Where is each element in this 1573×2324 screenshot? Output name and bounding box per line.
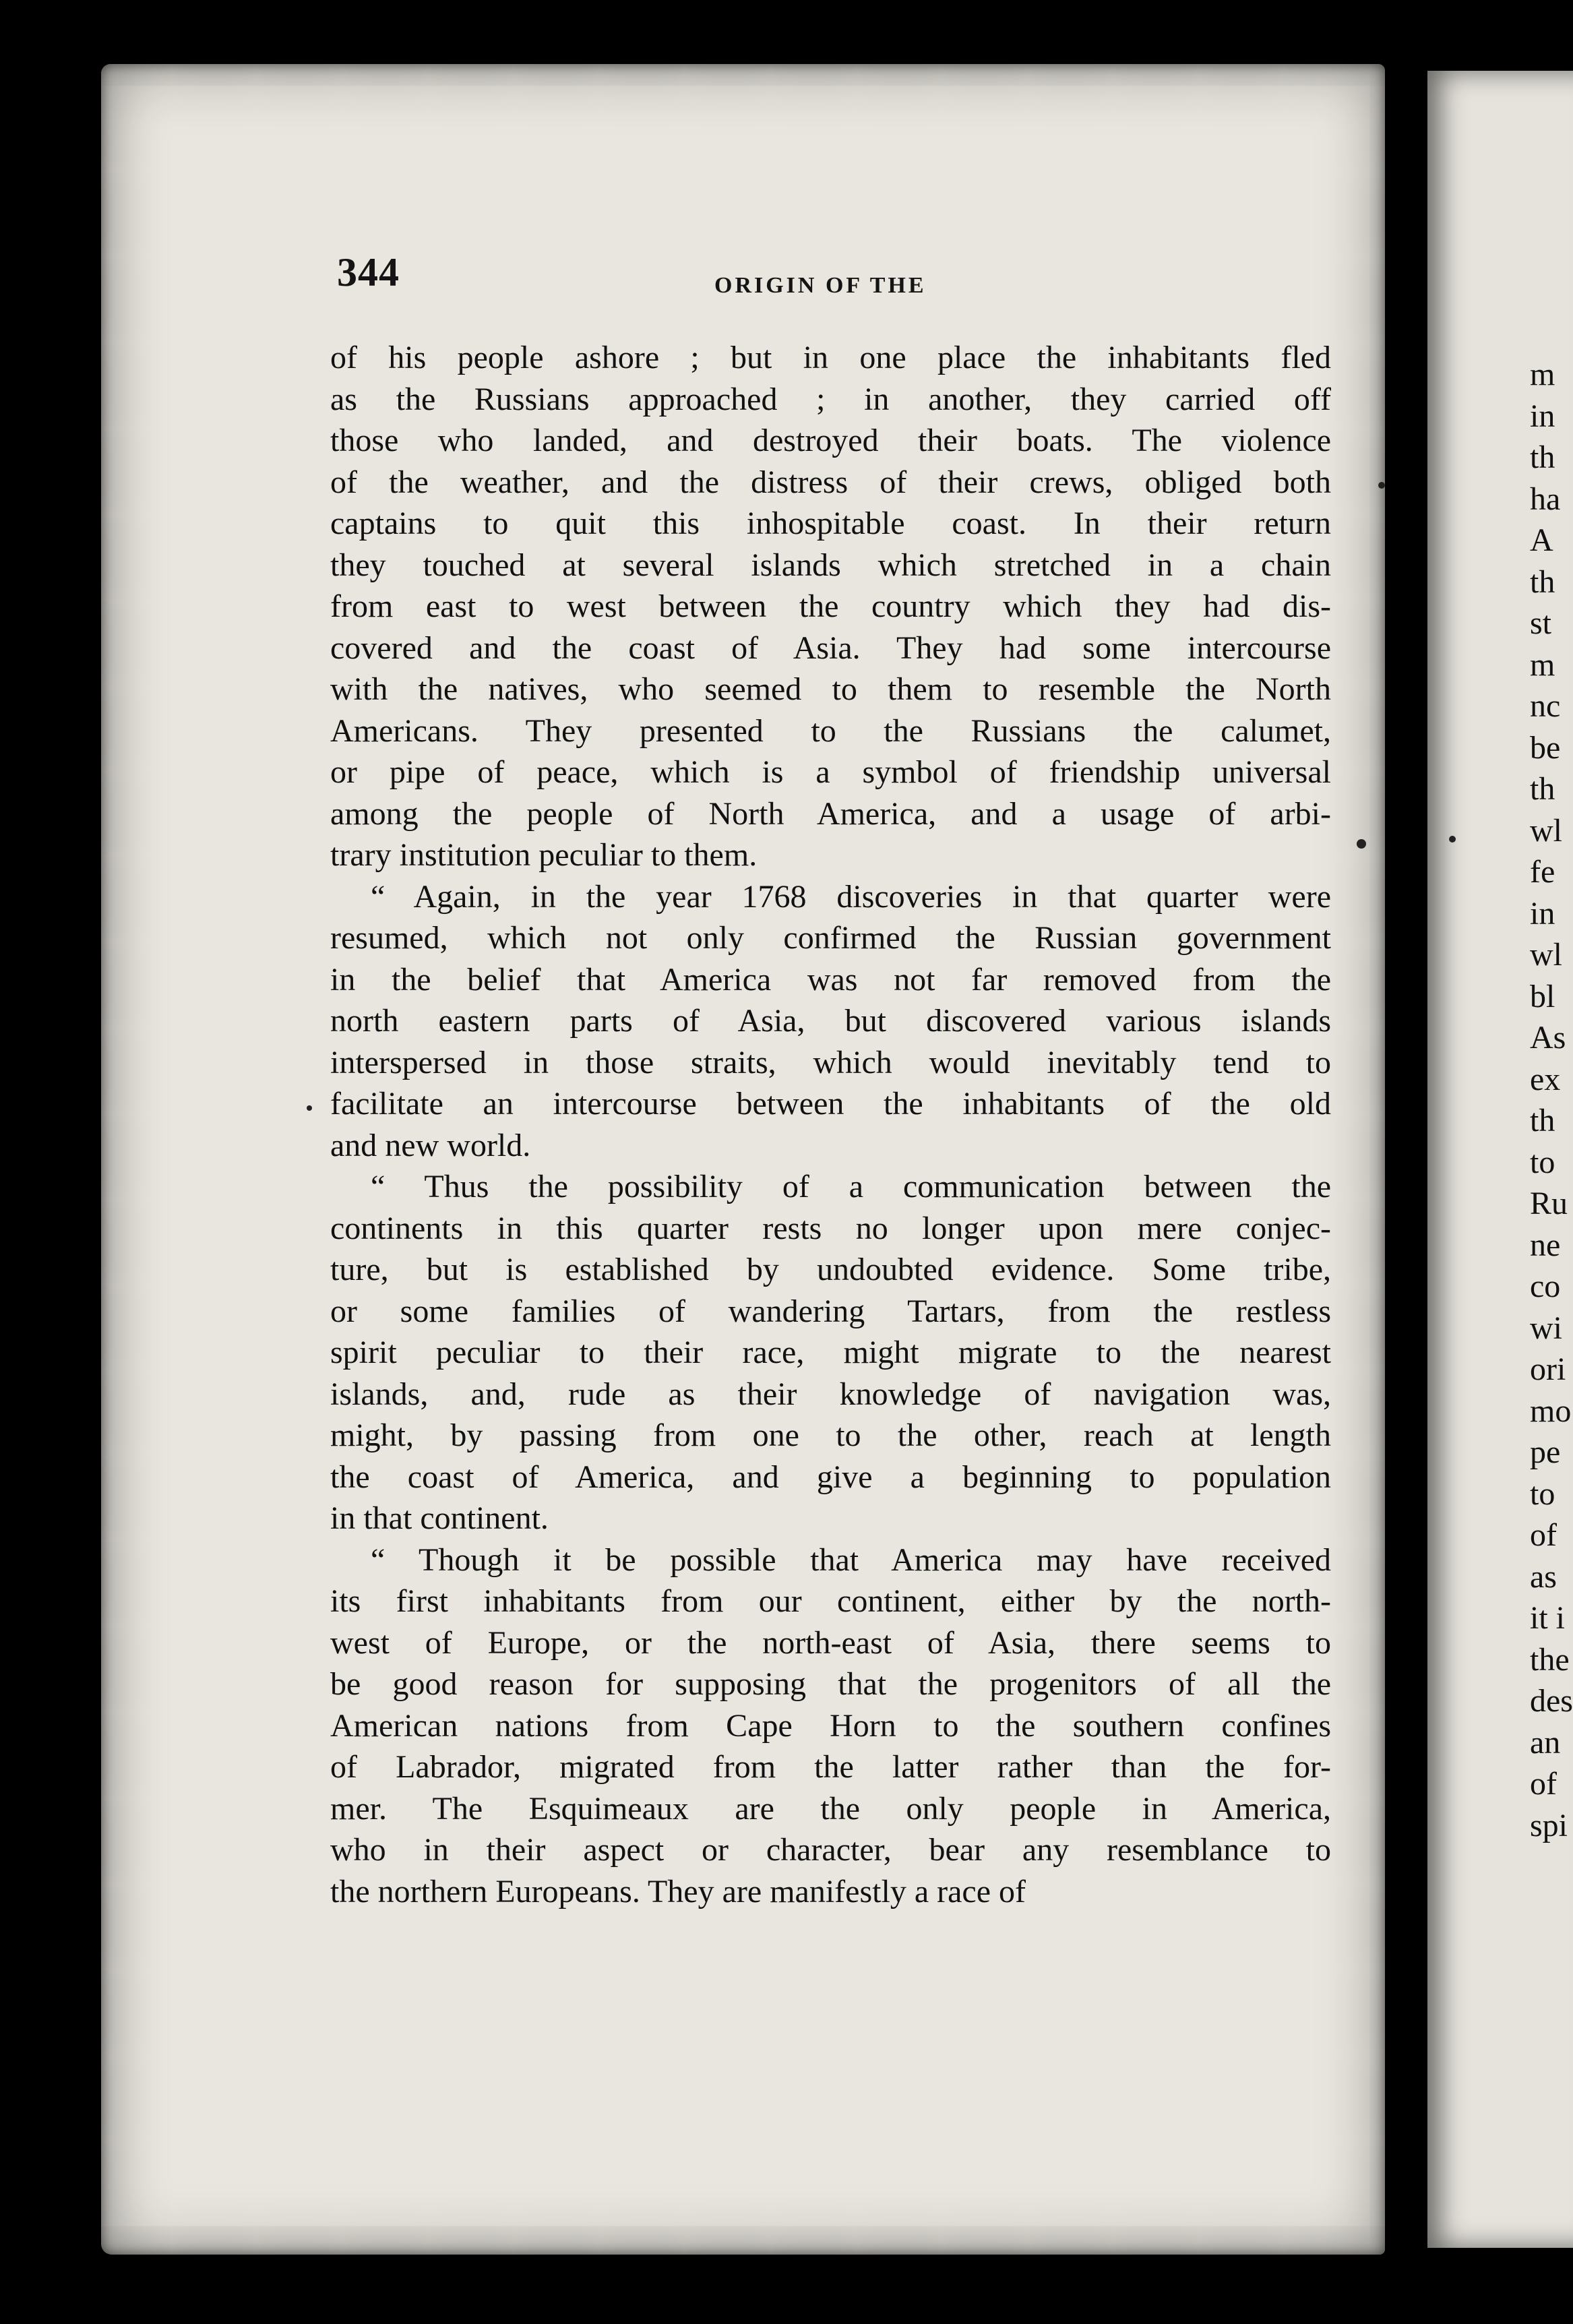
facing-page-fragments: [1530, 354, 1573, 1846]
page-speck: [1357, 839, 1366, 849]
text-line: mer. The Esquimeaux are the only people in America,: [330, 1790, 1331, 1827]
text-line: “ Thus the possibility of a communication between the: [371, 1169, 1331, 1204]
text-line: facilitate an intercourse between the inhabitants of the old: [330, 1086, 1331, 1122]
facing-page-fragment: mo: [1530, 1393, 1572, 1429]
facing-page-fragment: th: [1530, 1103, 1555, 1138]
text-line: the northern Europeans. They are manifestly a race of: [330, 1873, 1026, 1909]
facing-page-fragment: pe: [1530, 1434, 1561, 1470]
page-speck: [307, 1105, 312, 1111]
text-line: of the weather, and the distress of their crews, obliged both: [330, 464, 1331, 500]
facing-page-fragment: of: [1530, 1517, 1557, 1553]
facing-page-fragment: wl: [1530, 812, 1562, 849]
text-line: from east to west between the country which they had dis-: [330, 588, 1331, 624]
facing-page-fragment: wi: [1530, 1310, 1562, 1346]
facing-page-fragment: th: [1530, 563, 1555, 600]
text-line: the coast of America, and give a beginning to population: [330, 1459, 1331, 1495]
text-line: interspersed in those straits, which would inevitably tend to: [330, 1044, 1331, 1080]
facing-page-fragment: to: [1530, 1475, 1555, 1512]
text-line: its first inhabitants from our continent, either by the north-: [330, 1583, 1331, 1619]
facing-page-fragment: in: [1530, 398, 1555, 434]
text-line: American nations from Cape Horn to the southern confines: [330, 1707, 1331, 1744]
facing-page-fragment: bl: [1530, 978, 1555, 1014]
facing-page-fragment: th: [1530, 439, 1555, 475]
text-line: of his people ashore ; but in one place the inhabitants fled: [330, 340, 1331, 375]
text-line: who in their aspect or character, bear any resemblance to: [330, 1832, 1331, 1868]
text-line: and new world.: [330, 1127, 531, 1163]
facing-page-fragment: m: [1530, 357, 1555, 392]
facing-page-fragment: as: [1530, 1558, 1557, 1595]
page-number: 344: [337, 250, 400, 295]
text-line: “ Again, in the year 1768 discoveries in that quarter were: [371, 878, 1331, 915]
text-line: trary institution peculiar to them.: [330, 837, 758, 873]
paragraph: [330, 337, 1331, 876]
text-line: or some families of wandering Tartars, from the restless: [330, 1293, 1331, 1329]
book-gutter: [1385, 40, 1427, 2292]
facing-page-fragment: ha: [1530, 481, 1561, 517]
text-line: might, by passing from one to the other, reach at length: [330, 1417, 1331, 1453]
text-line: they touched at several islands which stretched in a chain: [330, 547, 1331, 583]
facing-page-fragment: to: [1530, 1144, 1555, 1180]
facing-page-fragment: A: [1530, 522, 1553, 558]
facing-page-fragment: ne: [1530, 1227, 1561, 1263]
paragraph: [330, 1539, 1331, 1913]
text-line: ture, but is established by undoubted evidence. Some tribe,: [330, 1252, 1331, 1287]
paragraph: [330, 1166, 1331, 1539]
facing-page-fragment: st: [1530, 605, 1552, 641]
facing-page-fragment: ori: [1530, 1351, 1566, 1387]
facing-page-fragment: the: [1530, 1641, 1570, 1678]
text-line: north eastern parts of Asia, but discovered various islands: [330, 1003, 1331, 1039]
facing-page-fragment: fe: [1530, 854, 1555, 890]
text-line: Americans. They presented to the Russians the calumet,: [330, 712, 1331, 749]
text-line: covered and the coast of Asia. They had some intercourse: [330, 630, 1331, 666]
text-line: among the people of North America, and a usage of arbi-: [330, 795, 1331, 832]
body-text: [330, 337, 1331, 1912]
facing-page-fragment: des: [1530, 1683, 1573, 1719]
text-line: “ Though it be possible that America may have received: [371, 1541, 1331, 1578]
facing-page-fragment: an: [1530, 1724, 1561, 1761]
text-line: those who landed, and destroyed their boats. The violence: [330, 423, 1331, 458]
facing-page-fragment: wl: [1530, 937, 1562, 973]
facing-page-fragment: th: [1530, 771, 1555, 807]
text-line: or pipe of peace, which is a symbol of friendship universal: [330, 754, 1331, 790]
text-line: west of Europe, or the north-east of Asia, there seems to: [330, 1624, 1331, 1661]
facing-page-fragment: Ru: [1530, 1186, 1568, 1221]
facing-page-fragment: of: [1530, 1766, 1557, 1802]
text-line: spirit peculiar to their race, might migrate to the nearest: [330, 1335, 1331, 1370]
text-line: continents in this quarter rests no longer upon mere conjec-: [330, 1210, 1331, 1246]
facing-page-fragment: As: [1530, 1020, 1566, 1056]
text-line: captains to quit this inhospitable coast. In their return: [330, 506, 1331, 541]
text-line: be good reason for supposing that the progenitors of all the: [330, 1666, 1331, 1702]
page-speck: [1449, 836, 1456, 843]
facing-page-fragment: ex: [1530, 1061, 1561, 1097]
facing-page-fragment: spi: [1530, 1807, 1568, 1843]
facing-page-fragment: co: [1530, 1268, 1561, 1304]
running-head: ORIGIN OF THE: [714, 273, 927, 298]
page-speck: [1378, 482, 1385, 489]
text-line: islands, and, rude as their knowledge of navigation was,: [330, 1376, 1331, 1412]
text-line: with the natives, who seemed to them to resemble the North: [330, 671, 1331, 707]
text-line: as the Russians approached ; in another, they carried off: [330, 381, 1331, 417]
text-line: in that continent.: [330, 1500, 549, 1536]
text-line: resumed, which not only confirmed the Russian government: [330, 920, 1331, 956]
facing-page-fragment: in: [1530, 895, 1555, 931]
facing-page-fragment: be: [1530, 729, 1561, 766]
paragraph: [330, 876, 1331, 1167]
facing-page-fragment: nc: [1530, 688, 1561, 724]
facing-page-fragment: m: [1530, 646, 1555, 683]
text-line: in the belief that America was not far removed from the: [330, 961, 1331, 998]
facing-page-fragment: it i: [1530, 1600, 1566, 1636]
text-line: of Labrador, migrated from the latter rather than the for-: [330, 1749, 1331, 1785]
